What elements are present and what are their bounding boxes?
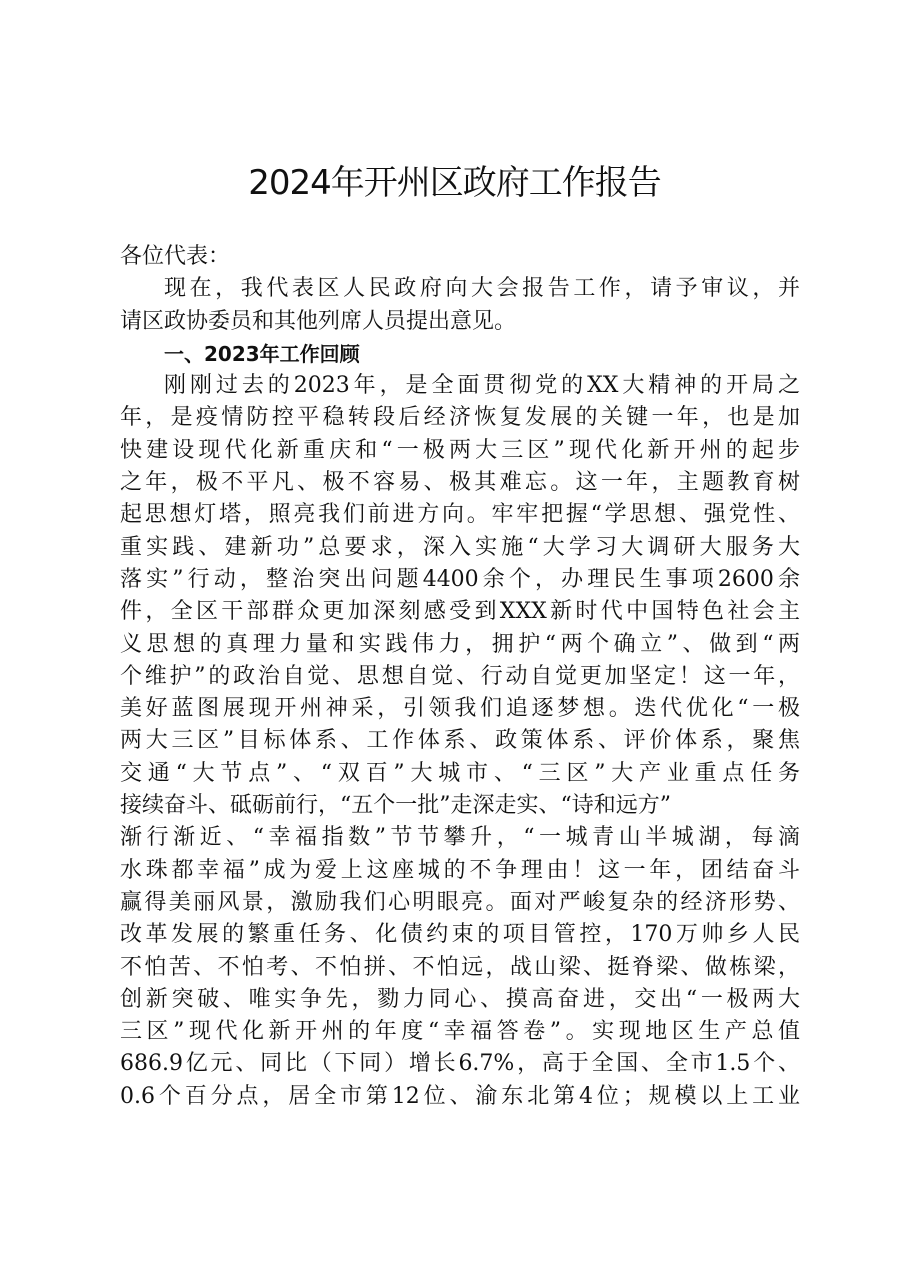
paragraph-line: 之年，极不平凡、极不容易、极其难忘。这一年，主题教育树 [120,470,800,496]
paragraph-line: 义思想的真理力量和实践伟力，拥护“两个确立”、做到“两 [120,631,800,657]
paragraph-line: 刚刚过去的2023年，是全面贯彻党的XX大精神的开局之 [164,373,800,399]
paragraph-line: 不怕苦、不怕考、不怕拼、不怕远，战山梁、挺脊梁、做栋梁， [120,954,800,980]
paragraph-line: 创新突破、唯实争先，勠力同心、摸高奋进，交出“一极两大 [120,986,800,1012]
paragraph-line: 两大三区”目标体系、工作体系、政策体系、评价体系，聚焦 [120,728,800,754]
document-body [120,241,800,1113]
document-title: 2024年开州区政府工作报告 [248,163,661,203]
paragraph-line: 0.6个百分点，居全市第12位、渝东北第4位；规模以上工业 [120,1083,800,1109]
intro-line: 请区政协委员和其他列席人员提出意见。 [120,308,517,334]
paragraph-line: 改革发展的繁重任务、化债约束的项目管控，170万帅乡人民 [120,922,800,948]
paragraph-line: 三区”现代化新开州的年度“幸福答卷”。实现地区生产总值 [120,1019,800,1045]
paragraph-line: 落实”行动，整治突出问题4400余个，办理民生事项2600余 [120,566,800,592]
paragraph-line: 件，全区干部群众更加深刻感受到XXX新时代中国特色社会主 [120,599,800,625]
paragraph-line: 年，是疫情防控平稳转段后经济恢复发展的关键一年，也是加 [120,405,800,431]
paragraph-line: 美好蓝图展现开州神采，引领我们追逐梦想。迭代优化“一极 [120,696,800,722]
salutation: 各位代表： [120,244,231,269]
paragraph-line: 渐行渐近、“幸福指数”节节攀升，“一城青山半城湖，每滴 [120,825,800,851]
paragraph-line: 重实践、建新功”总要求，深入实施“大学习大调研大服务大 [120,534,800,560]
paragraph-line: 686.9亿元、同比（下同）增长6.7%，高于全国、全市1.5个、 [120,1051,800,1077]
paragraph-line: 接续奋斗、砥砺前行，“五个一批”走深走实、“诗和远方” [120,793,671,819]
paragraph-line: 个维护”的政治自觉、思想自觉、行动自觉更加坚定！这一年， [120,663,800,689]
section-heading: 一、2023年工作回顾 [164,341,360,366]
paragraph-line: 快建设现代化新重庆和“一极两大三区”现代化新开州的起步 [120,437,800,463]
paragraph-line: 起思想灯塔，照亮我们前进方向。牢牢把握“学思想、强党性、 [120,502,800,528]
paragraph-line: 交通“大节点”、“双百”大城市、“三区”大产业重点任务 [120,760,800,786]
paragraph-line: 水珠都幸福”成为爱上这座城的不争理由！这一年，团结奋斗 [120,857,800,883]
paragraph-line: 赢得美丽风景，激励我们心明眼亮。面对严峻复杂的经济形势、 [120,889,800,915]
intro-line: 现在，我代表区人民政府向大会报告工作，请予审议，并 [164,276,800,302]
